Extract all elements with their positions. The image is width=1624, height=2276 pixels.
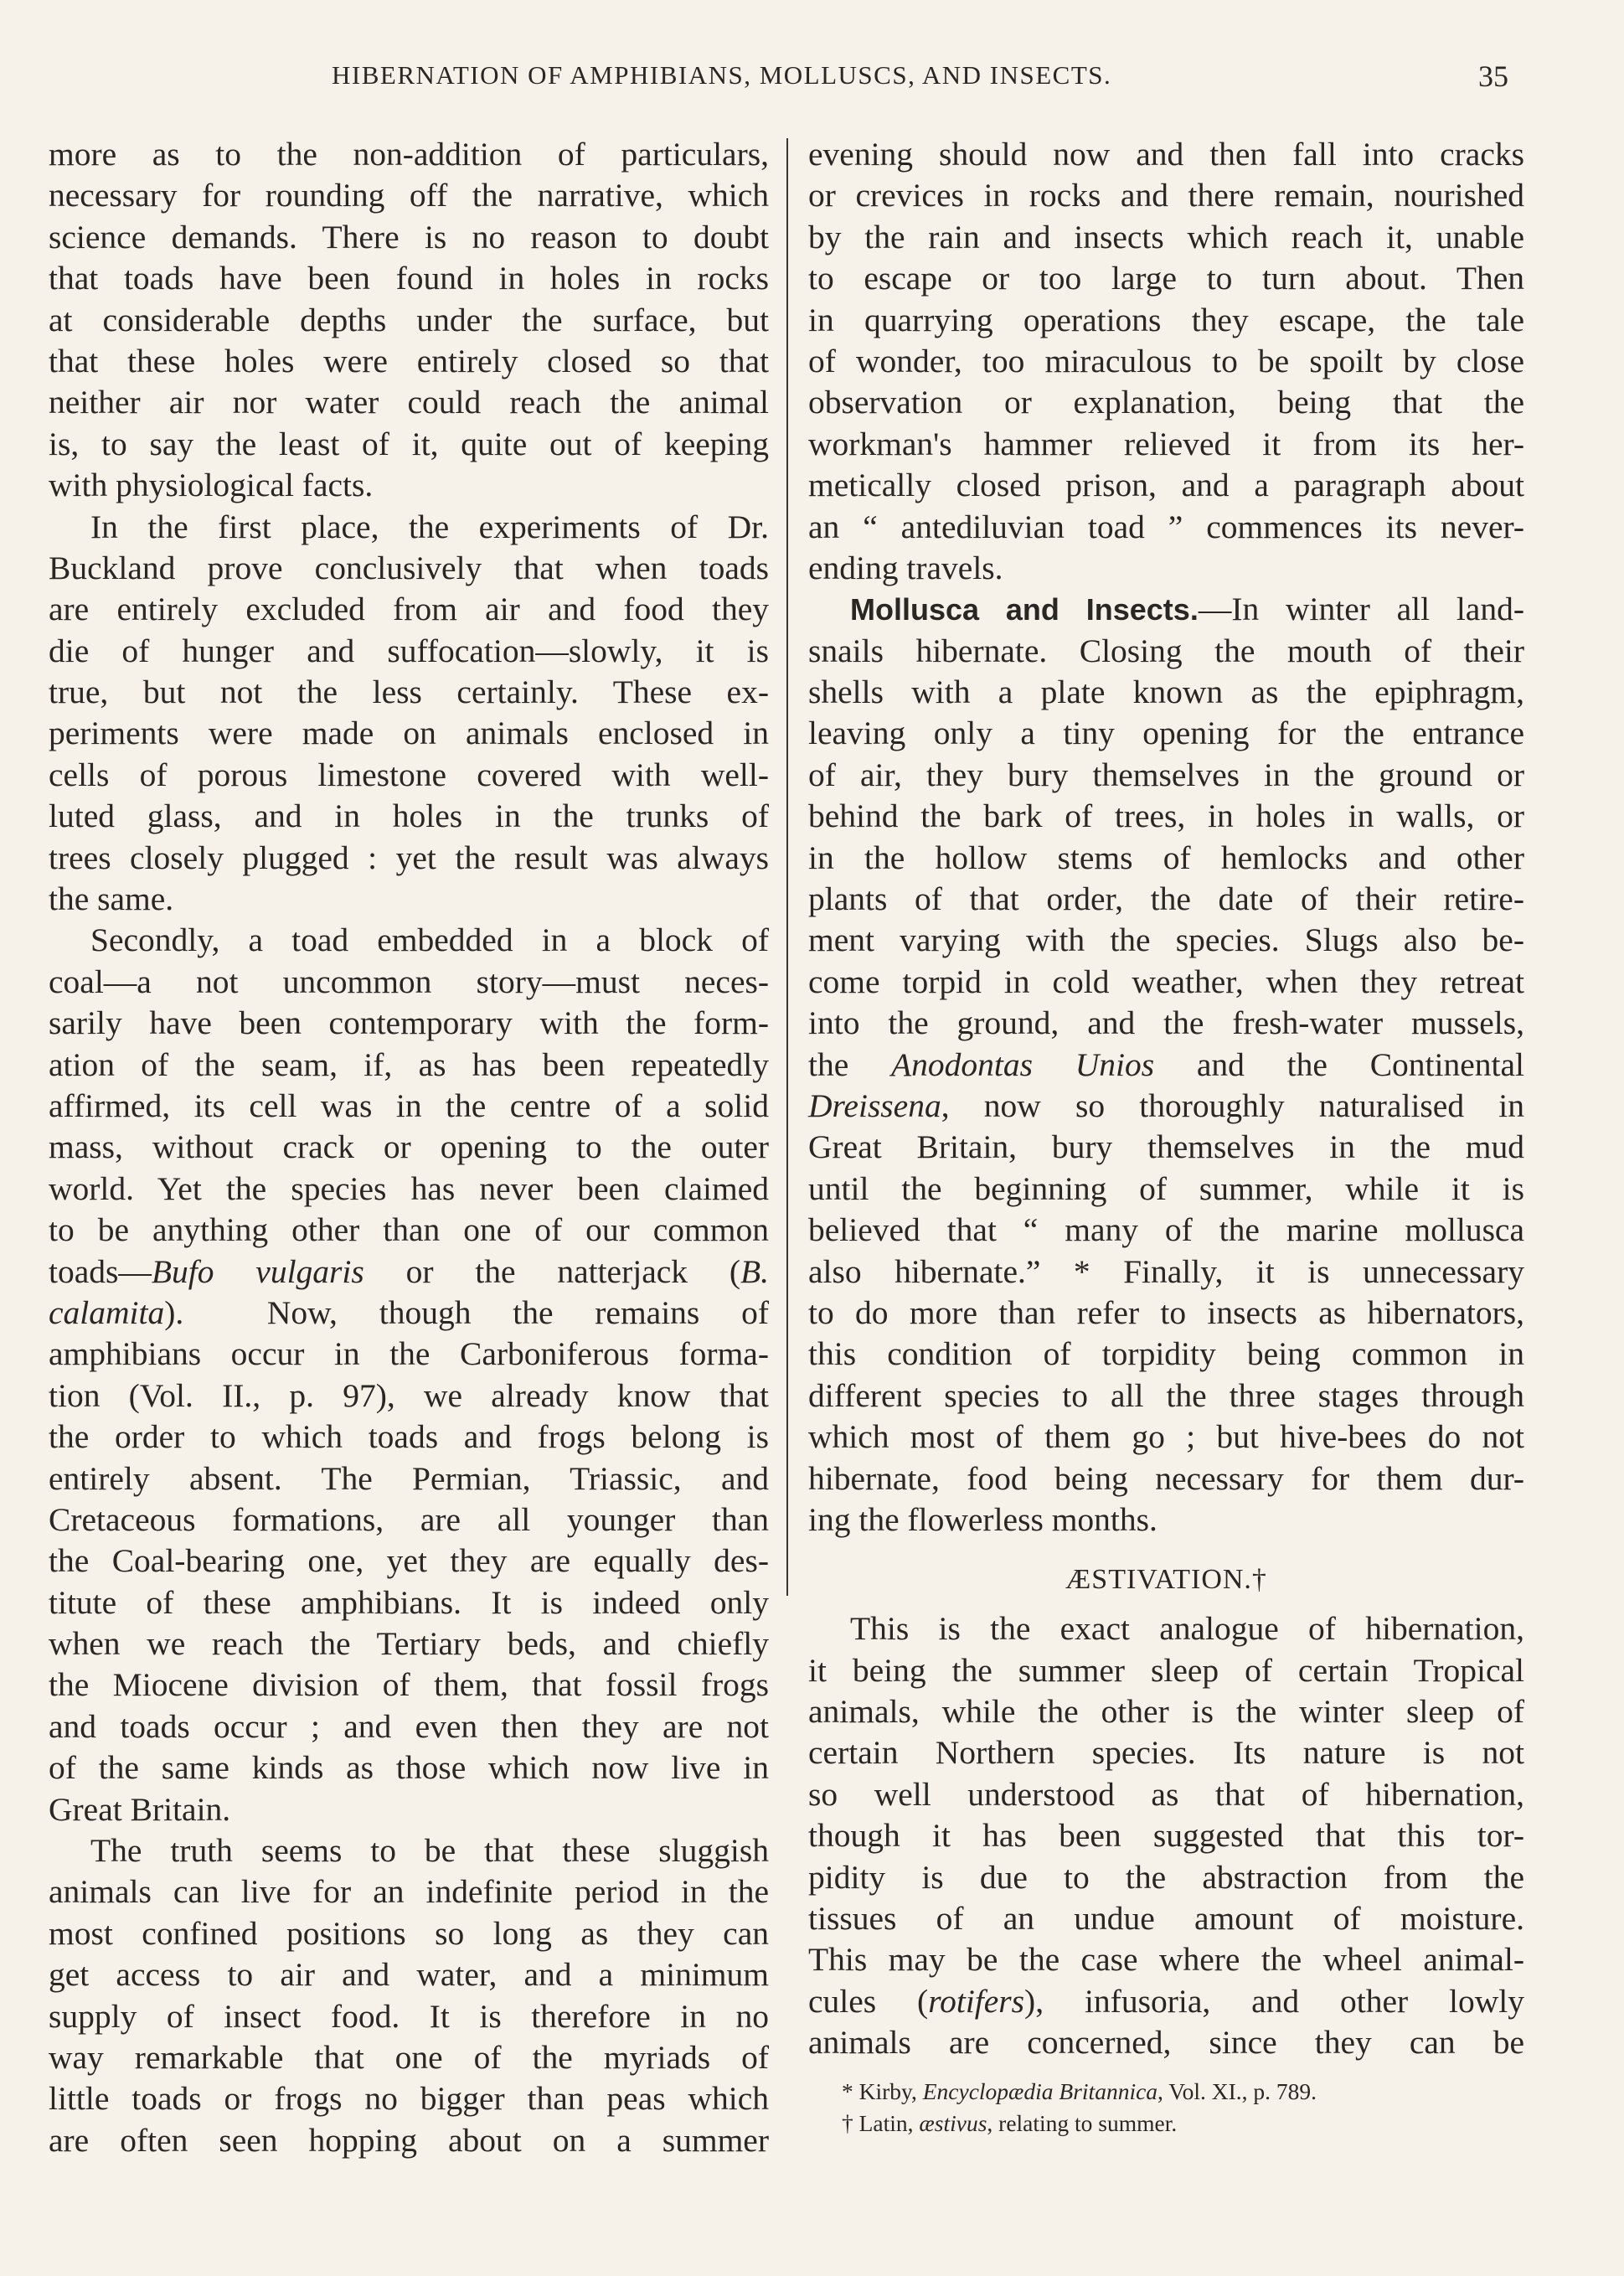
paragraph (808, 1608, 1524, 2063)
text-line (808, 589, 1524, 630)
text-line: ing the flowerless months. (808, 1500, 1157, 1538)
text-line: into the ground, and the fresh-water mussels, (808, 1004, 1524, 1042)
text-line: evening should now and then fall into cracks (808, 136, 1524, 173)
text-line: are often seen hopping about on a summer (49, 2121, 769, 2159)
text-line: mass, without crack or opening to the outer (49, 1128, 769, 1166)
text-run: , relating to summer. (987, 2109, 1178, 2136)
text-run: or the natterjack ( (363, 1252, 740, 1290)
footnote (808, 2108, 1524, 2139)
text-line (49, 1293, 769, 1334)
text-line: world. Yet the species has never been claimed (49, 1169, 769, 1207)
text-line: more as to the non-addition of particulars, (49, 136, 769, 173)
text-line: certain Northern species. Its nature is not (808, 1734, 1524, 1772)
text-line: periments were made on animals enclosed in (49, 715, 769, 752)
italic-term: Encyclopædia Britannica (922, 2077, 1158, 2104)
text-line: of air, they bury themselves in the ground or (808, 756, 1524, 793)
text-line (808, 1981, 1524, 2022)
section-lead-heading: Mollusca and Insects. (850, 592, 1199, 627)
italic-term: Anodontas (891, 1045, 1033, 1083)
paragraph (808, 134, 1524, 589)
text-line: animals, while the other is the winter sleep of (808, 1693, 1524, 1731)
text-line: supply of insect food. It is therefore in no (49, 1997, 769, 2035)
text-line: though it has been suggested that this tor- (808, 1817, 1524, 1855)
text-line: to do more than refer to insects as hibernators, (808, 1293, 1524, 1331)
italic-term: rotifers (928, 1982, 1025, 2020)
text-line: the Miocene division of them, that fossil frogs (49, 1666, 769, 1704)
text-line: entirely absent. The Permian, Triassic, and (49, 1459, 769, 1497)
text-run: cules ( (808, 1982, 929, 2020)
text-line: also hibernate.” * Finally, it is unnecessary (808, 1252, 1524, 1290)
text-run: —In winter all land- (1198, 591, 1524, 628)
text-line: The truth seems to be that these sluggish (90, 1832, 769, 1870)
text-line: titute of these amphibians. It is indeed only (49, 1583, 769, 1621)
text-run: toads— (49, 1252, 152, 1290)
text-line: of the same kinds as those which now live in (49, 1749, 769, 1787)
text-line: at considerable depths under the surface, but (49, 301, 769, 338)
text-line: behind the bark of trees, in holes in walls, or (808, 797, 1524, 835)
text-line: an “ antediluvian toad ” commences its never- (808, 508, 1524, 545)
text-line: the same. (49, 880, 174, 918)
text-line: the Coal-bearing one, yet they are equally des- (49, 1542, 769, 1580)
text-line: Great Britain. (49, 1790, 231, 1828)
text-line: ation of the seam, if, as has been repeatedly (49, 1045, 769, 1083)
text-line: that these holes were entirely closed so that (49, 342, 769, 379)
text-run: ), infusoria, and other lowly (1024, 1982, 1524, 2020)
text-line: hibernate, food being necessary for them dur- (808, 1459, 1524, 1497)
text-line: coal—a not uncommon story—must neces- (49, 963, 769, 1000)
text-line: believed that “ many of the marine mollusca (808, 1211, 1524, 1249)
text-line: observation or explanation, being that the (808, 384, 1524, 421)
text-run (1033, 1046, 1075, 1083)
column-divider (786, 138, 788, 1596)
text-line: with physiological facts. (49, 467, 374, 504)
text-line: plants of that order, the date of their retire- (808, 880, 1524, 918)
text-line: and toads occur ; and even then they are not (49, 1707, 769, 1745)
text-line: come torpid in cold weather, when they retreat (808, 963, 1524, 1000)
text-run: , now so thoroughly naturalised in (941, 1086, 1524, 1124)
paragraph (49, 920, 769, 1830)
text-line: most confined positions so long as they can (49, 1914, 769, 1952)
text-line: the order to which toads and frogs belong is (49, 1418, 769, 1456)
page-number: 35 (1478, 59, 1508, 93)
paragraph (49, 1830, 769, 2161)
text-line: so well understood as that of hibernation, (808, 1775, 1524, 1813)
text-line: trees closely plugged : yet the result was always (49, 839, 769, 876)
text-line: Cretaceous formations, are all younger than (49, 1500, 769, 1538)
text-line: little toads or frogs no bigger than peas which (49, 2080, 769, 2118)
text-line (808, 1086, 1524, 1127)
text-line: or crevices in rocks and there remain, nourished (808, 177, 1524, 214)
text-line: pidity is due to the abstraction from the (808, 1858, 1524, 1896)
text-line: is, to say the least of it, quite out of keeping (49, 425, 769, 462)
text-line: This is the exact analogue of hibernation, (850, 1610, 1524, 1648)
footnote (808, 2076, 1524, 2108)
text-line: which most of them go ; but hive-bees do not (808, 1418, 1524, 1456)
right-column (808, 134, 1524, 2139)
paragraph (49, 134, 769, 507)
text-line: tissues of an undue amount of moisture. (808, 1900, 1524, 1938)
italic-term: B. (740, 1252, 769, 1290)
italic-term: æstivus (919, 2109, 987, 2136)
section-title: ÆSTIVATION.† (1065, 1564, 1267, 1596)
text-line: Great Britain, bury themselves in the mud (808, 1128, 1524, 1166)
text-run: † Latin, (842, 2109, 920, 2136)
text-line: science demands. There is no reason to doubt (49, 218, 769, 255)
text-line: neither air nor water could reach the animal (49, 384, 769, 421)
text-line: true, but not the less certainly. These ex- (49, 674, 769, 711)
text-line: ment varying with the species. Slugs also be- (808, 921, 1524, 959)
text-run: the (808, 1045, 892, 1083)
text-line: this condition of torpidity being common in (808, 1335, 1524, 1373)
text-line: leaving only a tiny opening for the entrance (808, 715, 1524, 752)
left-column (49, 134, 769, 2161)
text-line: by the rain and insects which reach it, unable (808, 218, 1524, 255)
text-run: ). Now, though the remains of (164, 1293, 769, 1331)
italic-term: Unios (1075, 1045, 1155, 1083)
text-line: to be anything other than one of our common (49, 1211, 769, 1249)
italic-term: Dreissena (808, 1086, 941, 1124)
text-line: amphibians occur in the Carboniferous forma- (49, 1335, 769, 1373)
text-line: necessary for rounding off the narrative, which (49, 177, 769, 214)
text-line: affirmed, its cell was in the centre of a solid (49, 1086, 769, 1124)
text-run: * Kirby, (842, 2077, 923, 2104)
running-head: HIBERNATION OF AMPHIBIANS, MOLLUSCS, AND INSECTS. (332, 60, 1112, 90)
text-line: workman's hammer relieved it from its her- (808, 425, 1524, 462)
italic-term: Bufo vulgaris (151, 1252, 364, 1290)
text-line: of wonder, too miraculous to be spoilt by close (808, 342, 1524, 379)
text-line: In the first place, the experiments of Dr. (90, 508, 769, 545)
text-run: , Vol. XI., p. 789. (1157, 2077, 1317, 2104)
text-line: Buckland prove conclusively that when toads (49, 549, 769, 586)
text-line: get access to air and water, and a minimum (49, 1956, 769, 1994)
text-line: it being the summer sleep of certain Tropical (808, 1651, 1524, 1689)
text-line: that toads have been found in holes in rocks (49, 260, 769, 297)
text-line: animals can live for an indefinite period in the (49, 1873, 769, 1911)
text-line (49, 1252, 769, 1293)
text-line: in the hollow stems of hemlocks and other (808, 839, 1524, 876)
italic-term: calamita (49, 1293, 165, 1331)
text-line: way remarkable that one of the myriads of (49, 2038, 769, 2076)
text-line: luted glass, and in holes in the trunks of (49, 797, 769, 835)
text-line: snails hibernate. Closing the mouth of their (808, 632, 1524, 669)
text-line: when we reach the Tertiary beds, and chiefly (49, 1625, 769, 1663)
text-line: to escape or too large to turn about. Then (808, 260, 1524, 297)
text-line: tion (Vol. II., p. 97), we already know that (49, 1376, 769, 1414)
text-line: die of hunger and suffocation—slowly, it is (49, 632, 769, 669)
text-line: in quarrying operations they escape, the tale (808, 301, 1524, 338)
text-line: until the beginning of summer, while it is (808, 1169, 1524, 1207)
text-line: animals are concerned, since they can be (808, 2024, 1524, 2062)
text-line: cells of porous limestone covered with well- (49, 756, 769, 793)
text-line: are entirely excluded from air and food they (49, 591, 769, 628)
text-line: This may be the case where the wheel animal- (808, 1941, 1524, 1979)
text-run: and the Continental (1154, 1045, 1524, 1083)
text-line: sarily have been contemporary with the form- (49, 1004, 769, 1042)
paragraph (49, 507, 769, 921)
text-line: shells with a plate known as the epiphragm, (808, 674, 1524, 711)
text-line: different species to all the three stages through (808, 1376, 1524, 1414)
footnotes (808, 2076, 1524, 2139)
text-line: metically closed prison, and a paragraph about (808, 467, 1524, 504)
paragraph (808, 589, 1524, 1541)
text-line: ending travels. (808, 549, 1003, 586)
page-header (0, 0, 1624, 101)
text-line (808, 1045, 1524, 1086)
text-line: Secondly, a toad embedded in a block of (90, 921, 769, 959)
